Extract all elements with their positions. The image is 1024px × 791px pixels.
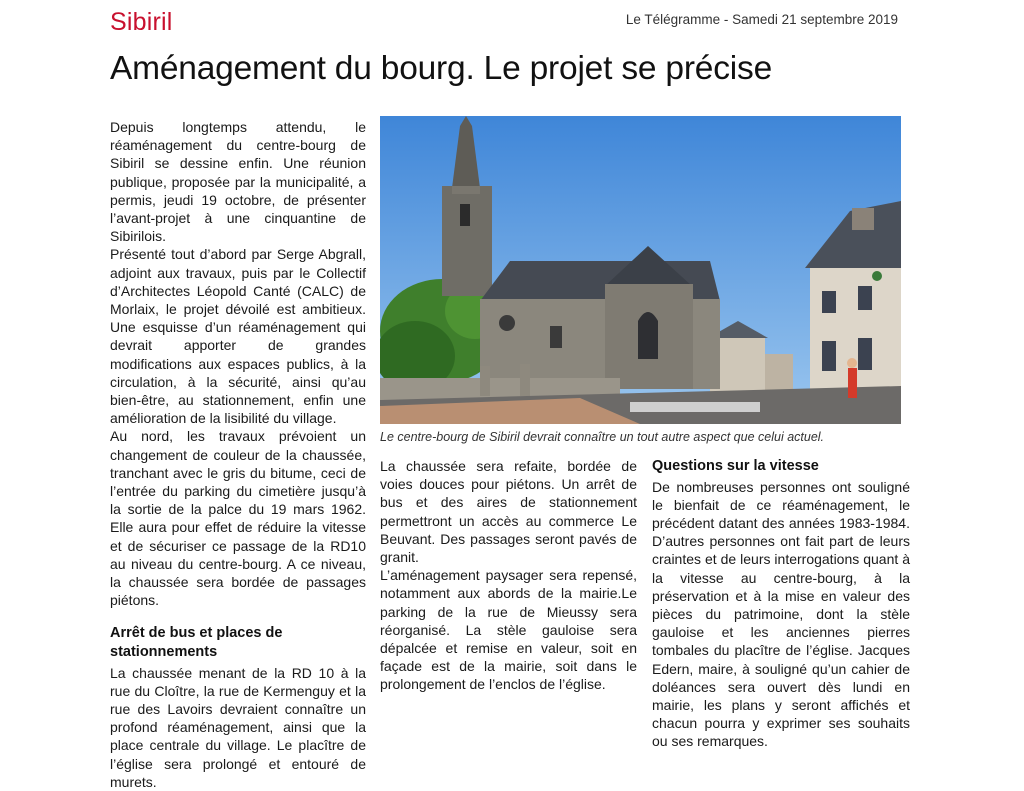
article-paragraph: Au nord, les travaux prévoient un changement de couleur de la chaussée, tranchant avec le gris du bitume, ceci de l’entrée du parking du cimetière jusqu’à la sortie de la palce du 19 mars 1962. Elle aura pour effet de réduire la vitesse et de sécuriser ce passage de la RD10 au niveau du centre-bourg. A ce niveau, la chaussée sera bordée de passages piétons. [110, 428, 366, 609]
article-paragraph: L’aménagement paysager sera repensé, notamment aux abords de la mairie.Le parking de la rue de Mieussy sera réorganisé. La stèle gauloise sera dépalcée et remise en valeur, soit en façade est de la mairie, soit dans le prolongement de l’enclos de l’église. [380, 567, 637, 693]
subheading-bus-parking: Arrêt de bus et places de stationnements [110, 625, 283, 661]
article-column-2 [380, 457, 637, 694]
article-column-1 [110, 118, 366, 791]
town-label: Sibiril [110, 8, 173, 36]
article-paragraph: De nombreuses personnes ont souligné le bienfait de ce réaménagement, le précédent datant des années 1983-1984. D’autres personnes ont fait part de leurs craintes et de leurs interrogations quant à la vitesse au centre-bourg, à la préservation et à la mise en valeur des pièces du patrimoine, dont la stèle gauloise et les anciennes pierres tombales du placître de l’église. Jacques Edern, maire, à souligné qu’un cahier de doléances sera ouvert dès lundi en mairie, les plans y seront affichés et chacun pourra y exprimer ses souhaits ou ses remarques. [652, 478, 910, 750]
article-column-3 [652, 457, 910, 751]
article-paragraph: Depuis longtemps attendu, le réaménagement du centre-bourg de Sibiril se dessine enfin. Une réunion publique, proposée par la municipalité, a permis, jeudi 19 octobre, de présenter l’avant-projet à une cinquantine de Sibirilois. [110, 119, 366, 245]
article-paragraph: Présenté tout d’abord par Serge Abgrall, adjoint aux travaux, puis par le Collectif d’Architectes Léopold Canté (CALC) de Morlaix, le projet dévoilé est ambitieux. Une esquisse d’un réaménagement qui devrait apporter de grandes modifications aux espaces publics, à la circulation, à la sécurité, ainsi qu’au bien-être, au stationnement, enfin une amélioration de la lisibilité du village. [110, 246, 366, 427]
headline: Aménagement du bourg. Le projet se précise [110, 50, 773, 87]
church-illustration [380, 116, 901, 424]
source-dateline: Le Télégramme - Samedi 21 septembre 2019 [625, 12, 898, 27]
church-photo [380, 116, 901, 424]
article-paragraph: La chaussée menant de la RD 10 à la rue du Cloître, la rue de Kermenguy et la rue des Lavoirs devraient connaître un profond réaménagement, ainsi que la place centrale du village. Le placître de l’église sera prolongé et entouré de murets. [110, 664, 366, 790]
article-paragraph: La chaussée sera refaite, bordée de voies douces pour piétons. Un arrêt de bus et des aires de stationnement permettront un accès au commerce Le Beuvant. Des passages seront pavés de granit. [380, 458, 637, 566]
photo-caption: Le centre-bourg de Sibiril devrait connaître un tout autre aspect que celui actuel. [380, 430, 825, 444]
subheading-speed-questions: Questions sur la vitesse [652, 458, 819, 474]
